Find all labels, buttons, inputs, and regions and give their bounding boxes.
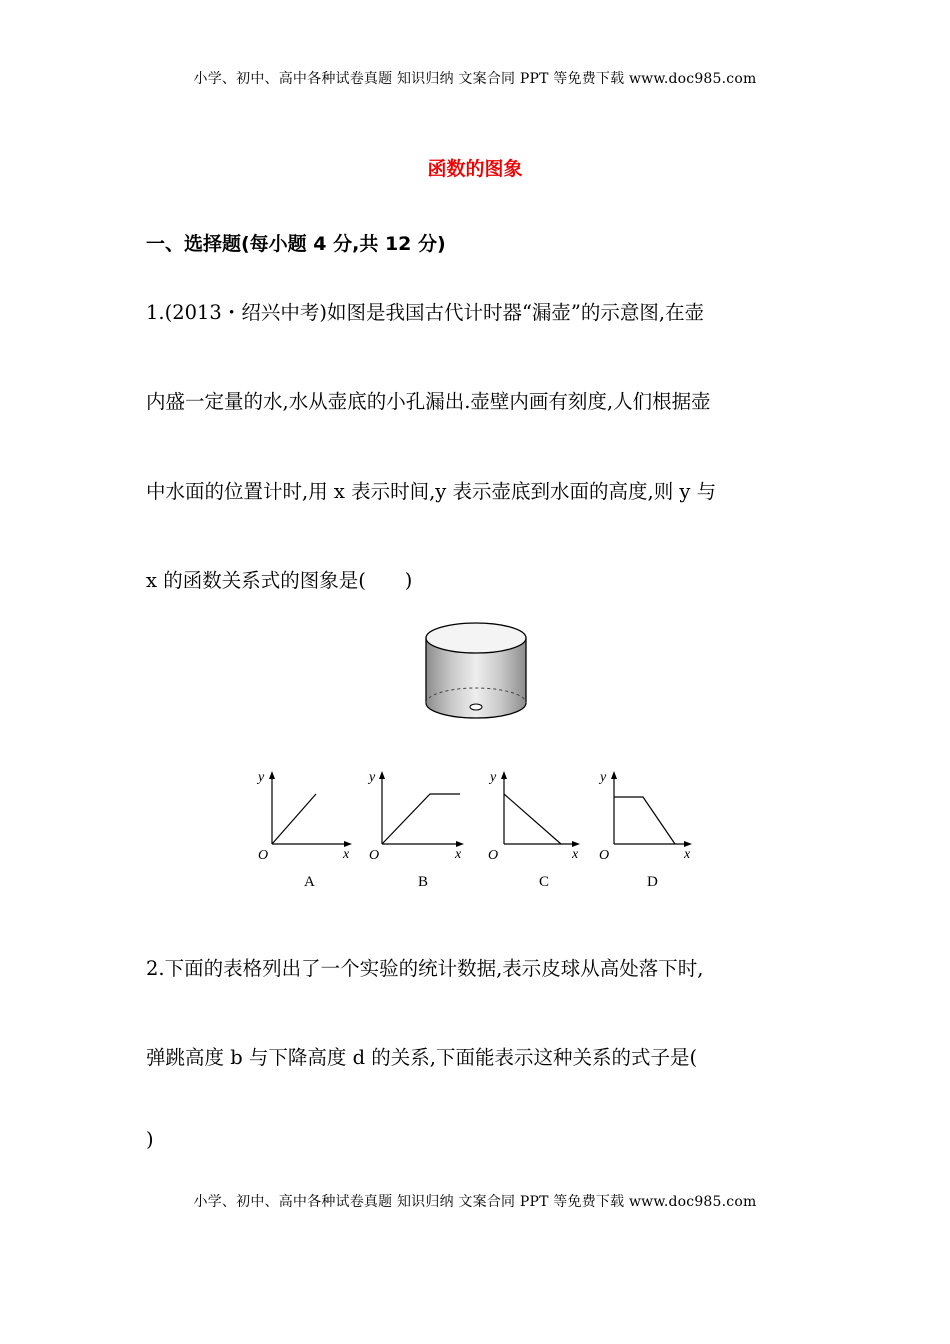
option-b-y-label: y: [369, 770, 376, 785]
option-graph-a: [256, 770, 352, 890]
page-header: 小学、初中、高中各种试卷真题 知识归纳 文案合同 PPT 等免费下载 www.doc985.com: [193, 71, 757, 87]
option-graph-b: [367, 770, 464, 890]
option-b-origin: O: [369, 848, 380, 863]
option-d-label: D: [647, 874, 658, 890]
section-heading: 一、选择题(每小题 4 分,共 12 分): [146, 233, 446, 255]
option-a-y-label: y: [258, 770, 265, 785]
option-d-origin: O: [599, 848, 610, 863]
option-d-x-label: x: [684, 847, 691, 862]
option-d-y-label: y: [600, 770, 607, 785]
cylinder-illustration: [426, 623, 526, 718]
page-footer: 小学、初中、高中各种试卷真题 知识归纳 文案合同 PPT 等免费下载 www.doc985.com: [193, 1194, 757, 1210]
q1-line-2: 内盛一定量的水,水从壶底的小孔漏出.壶壁内画有刻度,人们根据壶: [146, 390, 711, 413]
q1-line-4: x 的函数关系式的图象是( ): [146, 569, 413, 592]
option-a-x-label: x: [343, 847, 350, 862]
option-a-label: A: [304, 874, 315, 890]
option-graph-d: [598, 770, 692, 890]
q1-line-3: 中水面的位置计时,用 x 表示时间,y 表示壶底到水面的高度,则 y 与: [146, 480, 717, 503]
q2-line-3: ): [146, 1128, 154, 1151]
option-b-label: B: [418, 874, 429, 890]
q2-line-1: 2.下面的表格列出了一个实验的统计数据,表示皮球从高处落下时,: [146, 957, 704, 980]
q2-line-2: 弹跳高度 b 与下降高度 d 的关系,下面能表示这种关系的式子是(: [146, 1046, 698, 1069]
option-c-origin: O: [488, 848, 499, 863]
q1-line-1: 1.(2013・绍兴中考)如图是我国古代计时器“漏壶”的示意图,在壶: [146, 301, 705, 324]
option-a-origin: O: [258, 848, 269, 863]
option-c-y-label: y: [490, 770, 497, 785]
option-c-x-label: x: [572, 847, 579, 862]
page-title: 函数的图象: [427, 158, 523, 180]
option-c-label: C: [539, 874, 550, 890]
option-b-x-label: x: [455, 847, 462, 862]
option-graph-c: [488, 770, 580, 890]
